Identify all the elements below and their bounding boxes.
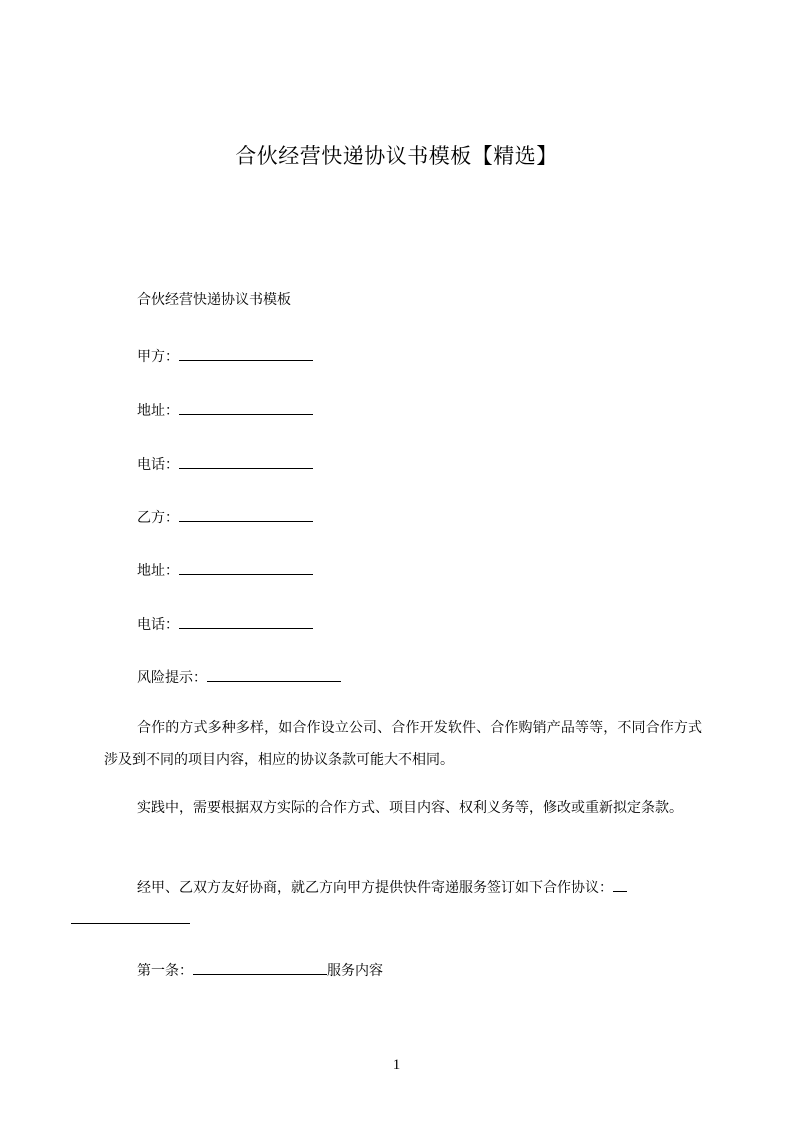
document-title: 合伙经营快递协议书模板【精选】 [235, 144, 558, 168]
party-a-line [137, 344, 313, 367]
party-b-label: 乙方： [137, 510, 179, 526]
agreement-intro-text: 经甲、乙双方友好协商，就乙方向甲方提供快件寄递服务签订如下合作协议： [137, 880, 613, 896]
party-a-address-line [137, 398, 313, 421]
subtitle-text: 合伙经营快递协议书模板 [137, 292, 291, 308]
party-b-line [137, 505, 313, 528]
party-b-address-label: 地址： [137, 563, 179, 579]
paragraph-agreement-intro [104, 872, 702, 936]
article-1-line [137, 958, 383, 981]
risk-label: 风险提示： [137, 670, 207, 686]
party-a-blank [179, 344, 313, 361]
paragraph-cooperation-methods: 合作的方式多种多样，如合作设立公司、合作开发软件、合作购销产品等等，不同合作方式涉及到不同的项目内容，相应的协议条款可能大不相同。 [104, 720, 702, 768]
risk-line [137, 665, 341, 688]
party-a-phone-label: 电话： [137, 457, 179, 473]
party-a-address-label: 地址： [137, 403, 179, 419]
article-1-label: 第一条： [137, 963, 193, 979]
party-a-phone-line [137, 452, 313, 475]
agreement-intro-blank-end [71, 907, 190, 924]
page-number: 1 [392, 1057, 401, 1073]
article-1-suffix: 服务内容 [327, 963, 383, 979]
document-subtitle [137, 290, 291, 310]
party-a-phone-blank [179, 452, 313, 469]
party-b-address-line [137, 558, 313, 581]
party-a-address-blank [179, 398, 313, 415]
party-a-label: 甲方： [137, 349, 179, 365]
party-b-phone-label: 电话： [137, 617, 179, 633]
agreement-intro-blank-start [613, 875, 627, 892]
risk-blank [207, 665, 341, 682]
paragraph-practice-note: 实践中，需要根据双方实际的合作方式、项目内容、权利义务等，修改或重新拟定条款。 [137, 800, 683, 816]
party-b-phone-blank [179, 612, 313, 629]
article-1-blank [193, 958, 327, 975]
party-b-address-blank [179, 558, 313, 575]
party-b-blank [179, 505, 313, 522]
party-b-phone-line [137, 612, 313, 635]
